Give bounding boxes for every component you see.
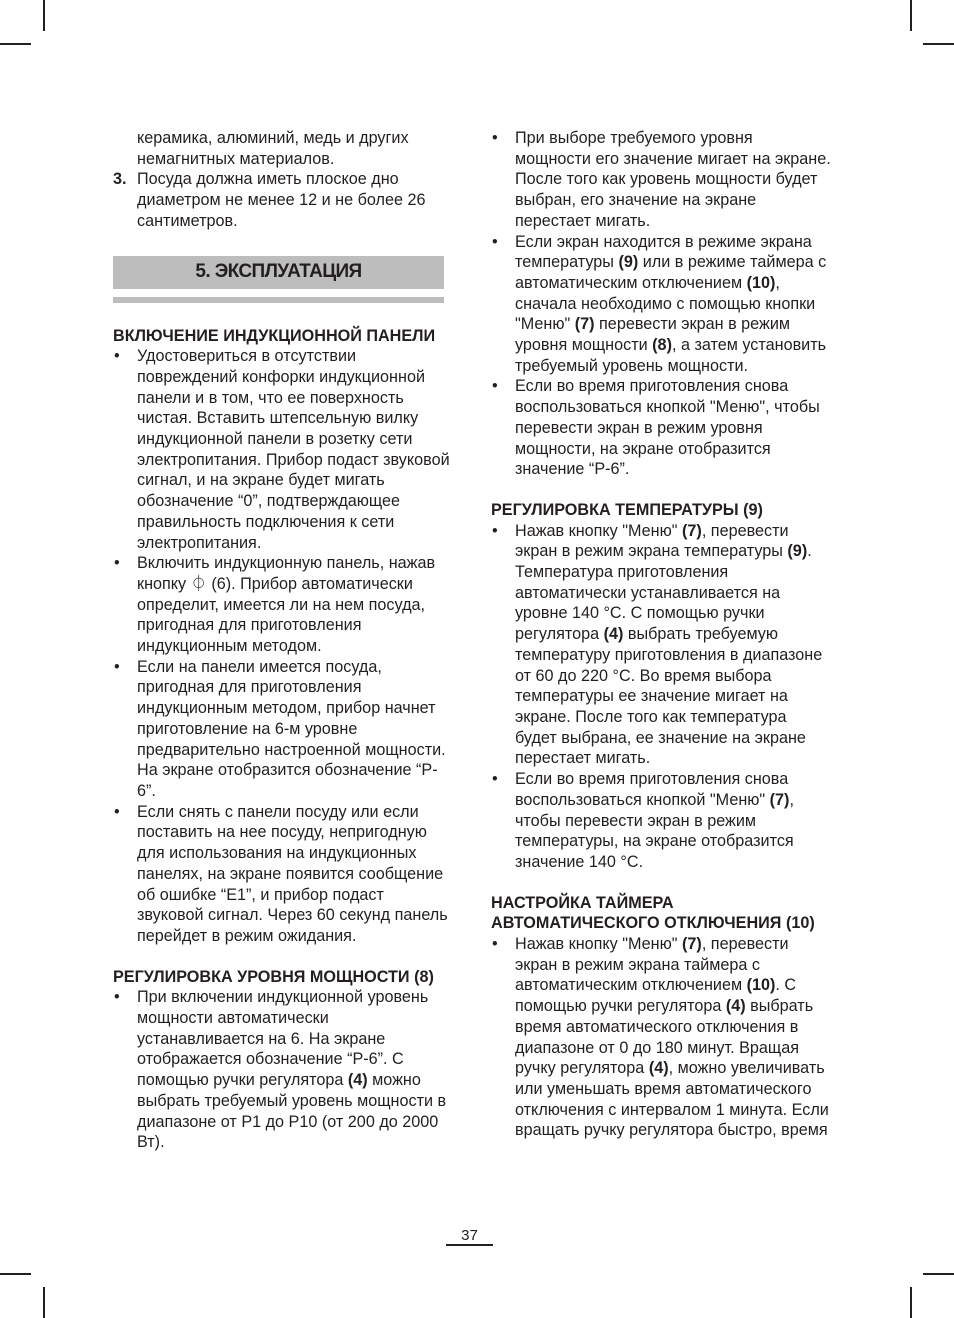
- list-item: [113, 802, 453, 947]
- crop-mark-bl-v: [43, 1287, 45, 1318]
- page-number: 37: [461, 1227, 478, 1244]
- ref-number: (7): [769, 790, 790, 809]
- bullet-icon: •: [492, 129, 498, 147]
- text-run: , чтобы перевести экран в режим температуры, на экране отобразится значение 140 °C.: [515, 790, 794, 871]
- ref-number: (4): [603, 625, 624, 644]
- list-item-text: Удостовериться в отсутствии повреждений конфорки индукционной панели и в том, что ее поверхность чистая. Вставить штепсельную вилку индукционной панели в розетку сети электропитания. Прибор подаст звуковой сигнал, и на экране будет мигать обозначение “0”, подтверждающее правильность подключения к сети электропитания.: [137, 347, 450, 552]
- bullet-icon: •: [492, 377, 498, 396]
- list-item: [491, 376, 831, 480]
- list-item: [491, 128, 831, 232]
- list-item: [113, 553, 453, 657]
- heading-timer-line1: НАСТРОЙКА ТАЙМЕРА: [491, 893, 674, 912]
- right-column: [491, 128, 831, 1141]
- text-run: , перевести экран в режим экрана температуры: [515, 521, 789, 561]
- list-item: [491, 521, 831, 769]
- text-run: , сначала необходимо с помощью кнопки "Меню": [515, 273, 816, 334]
- text-run: Если экран находится в режиме экрана температуры: [515, 232, 812, 272]
- text-run: , а затем установить требуемый уровень мощности.: [515, 336, 827, 375]
- bullet-icon: •: [114, 554, 120, 573]
- page-number-rule: [446, 1244, 493, 1246]
- crop-mark-tl-v: [43, 0, 45, 31]
- bullet-icon: •: [492, 232, 498, 251]
- ref-number: (7): [682, 935, 702, 954]
- bullet-icon: •: [492, 935, 498, 954]
- crop-mark-tr-v: [910, 0, 912, 31]
- text-run: перевести экран в режим уровня мощности: [515, 315, 790, 355]
- list-item: [491, 934, 831, 1141]
- item-text: Посуда должна иметь плоское дно диаметром не менее 12 и не более 26 сантиметров.: [137, 170, 426, 230]
- list-item: [113, 657, 453, 802]
- list-item: [491, 232, 831, 377]
- bullet-list-temperature: [491, 521, 831, 873]
- text-run: . Температура приготовления автоматически устанавливается на уровне 140 °C. С помощью ручки регулятора: [515, 542, 812, 644]
- crop-mark-tr-h: [923, 43, 954, 45]
- bullet-icon: •: [492, 521, 498, 540]
- crop-mark-br-h: [923, 1273, 954, 1275]
- section-title-bar: [113, 256, 444, 289]
- crop-mark-br-v: [910, 1287, 912, 1318]
- ref-number: (4): [347, 1071, 368, 1090]
- crop-mark-tl-h: [0, 43, 31, 45]
- text-run: , можно увеличивать или уменьшать время автоматического отключения с интервалом 1 минута. Если вращать ручку регулятора быстро, время: [515, 1059, 829, 1140]
- heading-power-level: РЕГУЛИРОВКА УРОВНЯ МОЩНОСТИ (8): [113, 967, 434, 986]
- bullet-list-power-on: [113, 346, 453, 946]
- text-run: Нажав кнопку "Меню": [515, 935, 683, 954]
- ref-number: (4): [725, 997, 746, 1016]
- list-item-text: Если на панели имеется посуда, пригодная для приготовления индукционным методом, прибор начнет приготовление на 6-м уровне предварительно настроенной мощности. На экране отобразится обозначение “P-6”.: [137, 657, 446, 800]
- bullet-list-power-cont: [491, 128, 831, 480]
- item-number: 3.: [113, 170, 127, 189]
- heading-timer-line2: АВТОМАТИЧЕСКОГО ОТКЛЮЧЕНИЯ (10): [491, 914, 815, 933]
- bullet-list-timer: [491, 934, 831, 1141]
- list-item: [491, 769, 831, 873]
- ref-number: (9): [618, 253, 639, 272]
- text-run: выбрать требуемую температуру приготовления в диапазоне от 60 до 220 °C. Во время выбора температуры ее значение мигает на экране. После того как температура будет выбрана, ее значение на экране перестает мигать.: [515, 625, 823, 768]
- heading-temperature: РЕГУЛИРОВКА ТЕМПЕРАТУРЫ (9): [491, 500, 763, 519]
- list-item: [113, 987, 453, 1153]
- ref-number: (8): [652, 336, 672, 355]
- text-run: При включении индукционной уровень мощности автоматически устанавливается на 6. На экране отображается обозначение “P-6”. С помощью ручки регулятора: [137, 988, 429, 1090]
- heading-power-on: ВКЛЮЧЕНИЕ ИНДУКЦИОННОЙ ПАНЕЛИ: [113, 326, 436, 345]
- list-item-text: Если снять с панели посуду или если поставить на нее посуду, непригодную для использования на индукционных панелях, на экране появится сообщение об ошибке “E1”, и прибор подаст звуковой сигнал. Через 60 секунд панель перейдет в режим ожидания.: [137, 802, 448, 945]
- bullet-icon: •: [114, 657, 120, 676]
- text-run: , перевести экран в режим экрана таймера с автоматическим отключением: [515, 935, 789, 995]
- ref-number: (7): [682, 521, 702, 540]
- crop-mark-bl-h: [0, 1273, 31, 1275]
- text-run: можно выбрать требуемый уровень мощности в диапазоне от P1 до P10 (от 200 до 2000 Вт).: [137, 1071, 447, 1152]
- list-item-text: При выборе требуемого уровня мощности его значение мигает на экране. После того как уровень мощности будет выбран, его значение на экране перестает мигать.: [515, 129, 831, 230]
- list-item: [113, 346, 453, 553]
- bullet-icon: •: [114, 988, 120, 1007]
- bullet-icon: •: [114, 802, 120, 821]
- left-column: [113, 128, 453, 1153]
- bullet-list-power-level: [113, 987, 453, 1153]
- text-run: Если во время приготовления снова воспользоваться кнопкой "Меню": [515, 770, 789, 809]
- numbered-item-3: [113, 169, 453, 231]
- section-title: 5. ЭКСПЛУАТАЦИЯ: [195, 260, 362, 282]
- ref-number: (7): [574, 315, 595, 334]
- text-run: Нажав кнопку "Меню": [515, 521, 683, 540]
- ref-number: (10): [746, 976, 776, 995]
- text-run: . С помощью ручки регулятора: [515, 976, 797, 1016]
- bullet-icon: •: [114, 347, 120, 366]
- ref-number: (4): [648, 1059, 669, 1078]
- ref-number: (9): [787, 542, 808, 561]
- continuation-text: керамика, алюминий, медь и других немагнитных материалов.: [137, 129, 409, 168]
- list-item-text: Включить индукционную панель, нажав кнопку ⏀ (6). Прибор автоматически определит, имеется ли на нем посуда, пригодная для приготовления индукционным методом.: [137, 554, 436, 656]
- text-run: или в режиме таймера с автоматическим отключением: [515, 253, 827, 292]
- text-run: выбрать время автоматического отключения в диапазоне от 0 до 180 минут. Вращая ручку регулятора: [515, 997, 814, 1078]
- bullet-icon: •: [492, 770, 498, 789]
- ref-number: (10): [746, 273, 776, 292]
- list-item-text: Если во время приготовления снова воспользоваться кнопкой "Меню", чтобы перевести экран в режим уровня мощности, на экране отобразится значение “P-6”.: [515, 377, 820, 479]
